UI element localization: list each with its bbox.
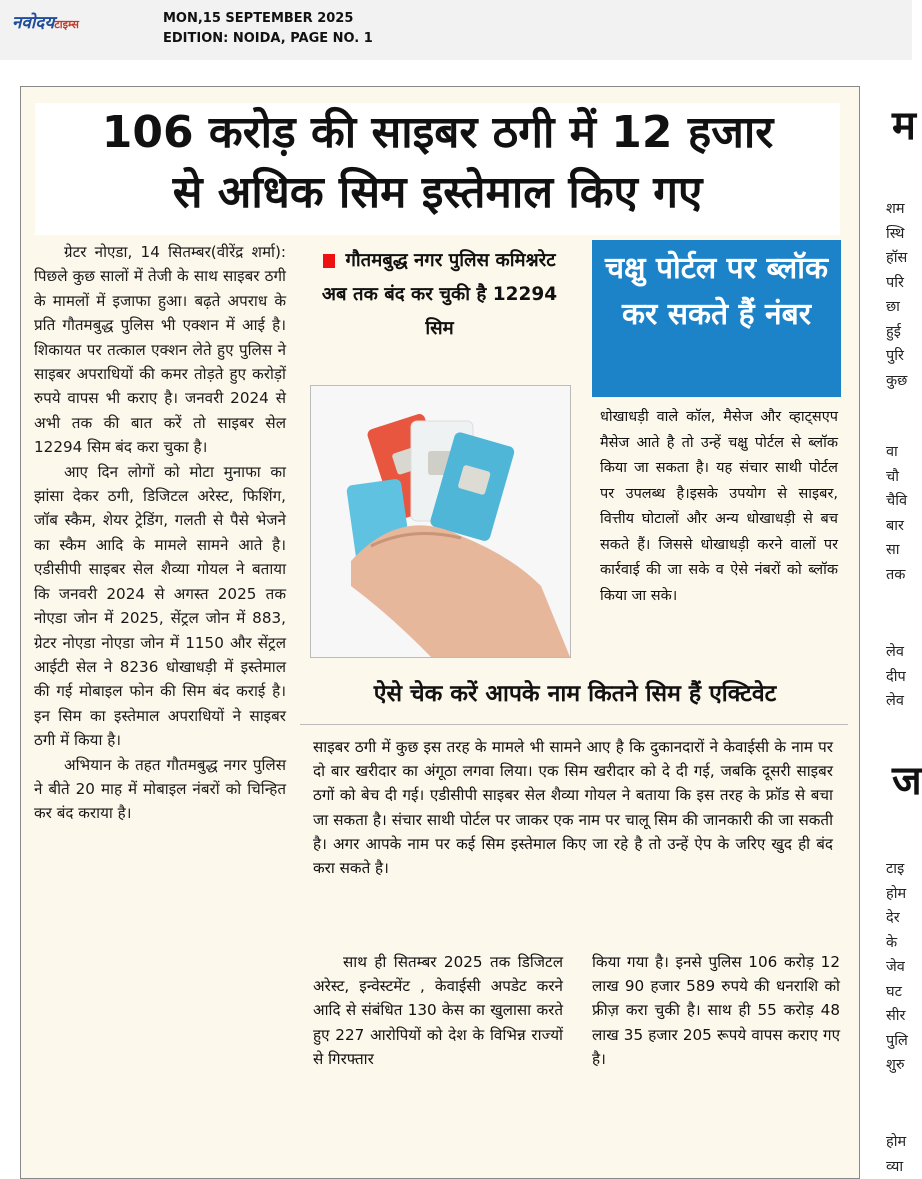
- adjacent-text-fragment: घट: [886, 983, 902, 1000]
- adjacent-text-fragment: छा: [886, 299, 900, 315]
- adjacent-text-fragment: टाइ: [886, 861, 905, 877]
- adjacent-text-fragment: परि: [886, 274, 904, 291]
- logo-main-text: नवोदय: [12, 13, 55, 33]
- adjacent-text-fragment: पुरि: [886, 348, 904, 364]
- masthead-bar: [0, 0, 912, 60]
- adjacent-text-fragment: बार: [886, 517, 904, 534]
- newspaper-logo[interactable]: [12, 10, 79, 33]
- adjacent-article-strip: [872, 86, 922, 1177]
- adjacent-text-fragment: तक: [886, 566, 906, 583]
- bottom-left-column: [313, 950, 563, 1071]
- section-heading: ऐसे चेक करें आपके नाम कितने सिम हैं एक्टिवेट: [373, 681, 777, 707]
- adjacent-text-fragment: होम: [886, 1134, 907, 1150]
- adjacent-text-fragment: लेव: [886, 693, 904, 709]
- adjacent-text-fragment: चौ: [886, 468, 899, 485]
- logo-sub-text: टाइम्स: [54, 18, 79, 31]
- adjacent-text-fragment: लेव: [886, 644, 904, 660]
- issue-date: MON,15 SEPTEMBER 2025: [163, 11, 354, 26]
- adjacent-text-fragment: स्थि: [886, 225, 905, 242]
- adjacent-text-fragment: पुलि: [886, 1032, 908, 1049]
- edition-meta: [163, 9, 373, 49]
- adjacent-text-fragment: जेव: [886, 959, 905, 975]
- bottom-right-column: किया गया है। इनसे पुलिस 106 करोड़ 12 लाख 90 हजार 589 रुपये की धनराशि को फ्रीज़ करा चुकी है। साथ ही 55 करोड़ 48 लाख 35 हजार 205 रूपये वापस कराए गए है।: [592, 953, 840, 1068]
- adjacent-big-letter: म: [892, 103, 916, 149]
- adjacent-text-fragment: व्या: [886, 1158, 904, 1175]
- edition-info: EDITION: NOIDA, PAGE NO. 1: [163, 31, 373, 46]
- sim-cards-illustration: [311, 386, 570, 657]
- paragraph: ग्रेटर नोएडा, 14 सितम्बर(वीरेंद्र शर्मा): पिछले कुछ सालों में तेजी के साथ साइबर ठगी के मामलों में इजाफा हुआ। बढ़ते अपराध के प्रति गौतमबुद्ध पुलिस भी एक्शन में आई है। शिकायत पर तत्काल एक्शन लेते हुए पुलिस ने साइबर अपराधियों की कमर तोड़ते हुए करोड़ों रुपये वापस भी कराए है। जनवरी 2024 से अभी तक की बात करें तो साइबर सेल 12294 सिम बंद करा चुका है।: [34, 243, 286, 457]
- sub-headline: [312, 244, 567, 346]
- adjacent-text-fragment: वा: [886, 444, 898, 460]
- adjacent-text-fragment: के: [886, 934, 898, 951]
- article-headline: [35, 103, 840, 235]
- paragraph: अभियान के तहत गौतमबुद्ध नगर पुलिस ने बीते 20 माह में मोबाइल नंबरों को चिन्हित कर बंद कराया है।: [34, 755, 286, 823]
- adjacent-big-letter: ज: [892, 758, 922, 804]
- paragraph: साथ ही सितम्बर 2025 तक डिजिटल अरेस्ट, इन्वेस्टमेंट , केवाईसी अपडेट करने आदि से संबंधित 130 केस का खुलासा करते हुए 227 आरोपियों को देश के विभिन्न राज्यों से गिरफ्तार: [313, 953, 563, 1068]
- headline-line-1: 106 करोड़ की साइबर ठगी में 12 हजार: [101, 107, 774, 158]
- adjacent-text-fragment: शुरु: [886, 1057, 905, 1073]
- adjacent-text-fragment: सा: [886, 542, 900, 558]
- adjacent-text-fragment: सीर: [886, 1008, 906, 1024]
- red-square-icon: [323, 254, 335, 268]
- section-text: साइबर ठगी में कुछ इस तरह के मामले भी सामने आए है कि दुकानदारों ने केवाईसी के नाम पर दो बार खरीदार का अंगूठा लगवा लिया। एक सिम खरीदार को दे दी गई, जबकि दूसरी साइबर ठगों को बेच दी गई। एडीसीपी साइबर सेल शैव्या गोयल ने बताया कि इस तरह के फ्रॉड से बचा जा सकता है। संचार साथी पोर्टल पर जाकर एक नाम पर चालू सिम की जानकारी की जा सकती है। अगर आपके नाम पर कई सिम इस्तेमाल किए जा रहे है तो उन्हें ऐप के जरिए खुद ही बंद करा सकते है।: [313, 738, 833, 878]
- info-box-text: धोखाधड़ी वाले कॉल, मैसेज और व्हाट्सएप मैसेज आते है तो उन्हें चक्षु पोर्टल से ब्लॉक किया जा सकता है। यह संचार साथी पोर्टल पर उपलब्ध है।इसके उपयोग से साइबर, वित्तीय घोटालों और अन्य धोखाधड़ी से बच सकते हैं। जिससे धोखाधड़ी करने वालों पर कार्रवाई की जा सके व ऐसे नंबरों को ब्लॉक किया जा सके।: [600, 409, 838, 604]
- adjacent-text-fragment: शम: [886, 201, 905, 217]
- info-box-title: [592, 240, 841, 397]
- divider: [300, 724, 848, 725]
- sub-headline-text: गौतमबुद्ध नगर पुलिस कमिश्नरेट अब तक बंद कर चुकी है 12294 सिम: [321, 250, 558, 339]
- adjacent-text-fragment: चैवि: [886, 493, 908, 509]
- paragraph: आए दिन लोगों को मोटा मुनाफा का झांसा देकर ठगी, डिजिटल अरेस्ट, फिशिंग, जॉब स्कैम, शेयर ट्रेडिंग, गलती से पैसे भेजने का स्कैम आदि के मामले सामने आते है। एडीसीपी साइबर सेल शैव्या गोयल ने बताया कि जनवरी 2024 से अगस्त 2025 तक नोएडा जोन में 2025, सेंट्रल जोन में 883, ग्रेटर नोएडा नोएडा जोन में 1150 और सेंट्रल आईटी सेल ने 8236 धोखाधड़ी में इस्तेमाल की गई मोबाइल फोन की सिम बंद कराई है। इन सिम का इस्तेमाल अपराधियों ने साइबर ठगी में किया है।: [34, 462, 286, 750]
- adjacent-text-fragment: देर: [886, 910, 900, 926]
- article-column-1: [34, 240, 286, 826]
- adjacent-text-fragment: होम: [886, 885, 907, 902]
- adjacent-text-fragment: हुई: [886, 323, 901, 340]
- sim-cards-photo: [310, 385, 571, 658]
- adjacent-text-fragment: दीप: [886, 668, 906, 685]
- adjacent-text-fragment: कुछ: [886, 372, 908, 389]
- info-box-title-text: चक्षु पोर्टल पर ब्लॉक कर सकते हैं नंबर: [604, 251, 829, 332]
- adjacent-text-fragment: हॉस: [886, 250, 908, 266]
- headline-line-2: से अधिक सिम इस्तेमाल किए गए: [172, 167, 703, 218]
